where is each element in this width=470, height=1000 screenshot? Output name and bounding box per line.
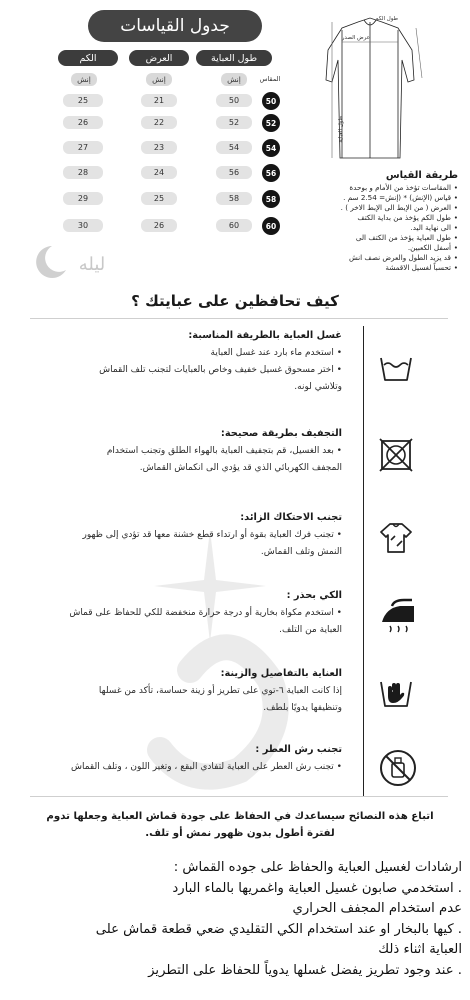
care-line: إذا كانت العباية ٦-توي على تطريز أو زينة حساسة، تأكد من غسلها	[98, 686, 342, 696]
cell-sleeve: 28	[63, 166, 103, 179]
cell-width: 21	[141, 94, 177, 107]
instruction-line: . كيها بالبخار او عند استخدام الكي التقليدي ضعي قطعة قماش على	[95, 921, 462, 937]
cell-sleeve: 29	[63, 192, 103, 205]
care-section-ironing	[42, 590, 342, 639]
measurement-line: • قياس (الإنش) * (إنش= 2.54 سم .	[294, 193, 458, 203]
care-line: • استخدم مكواة بخارية أو درجة حرارة منخفضة للكي للحفاظ على قماش	[69, 608, 342, 618]
care-line: • اختر مسحوق غسيل خفيف وخاص بالعبايات لتجنب تلف القماش	[99, 365, 342, 375]
column-header-sleeve: الكم	[58, 50, 118, 66]
cell-width: 24	[141, 166, 177, 179]
measurement-line: • طول الكم يؤخذ من بداية الكتف	[294, 213, 458, 223]
cell-length: 60	[216, 219, 252, 232]
care-line: وتلاشي لونه.	[294, 382, 342, 392]
cell-width: 26	[141, 219, 177, 232]
cell-length: 50	[216, 94, 252, 107]
care-instructions-text	[2, 858, 462, 981]
unit-label-sleeve: إنش	[71, 73, 97, 86]
care-heading: الكي بحذر :	[286, 590, 342, 601]
cell-width: 25	[141, 192, 177, 205]
care-heading: تجنب الاحتكاك الزائد:	[240, 512, 342, 523]
measurement-line: • المقاسات تؤخذ من الأمام و بوحدة	[294, 183, 458, 193]
care-section-drying	[42, 428, 342, 477]
brand-logo-icon	[30, 240, 110, 284]
care-line: • استخدم ماء بارد عند غسل العباية	[210, 348, 342, 358]
abaya-diagram	[312, 8, 432, 166]
hand-wash-icon	[378, 676, 414, 710]
unit-label-width: إنش	[146, 73, 172, 86]
diagram-label-width: عرض الصدر	[341, 35, 370, 41]
measurement-line: • تحسباً لغسيل الاقمشة	[294, 263, 458, 273]
brand-logo-text: ليله	[78, 254, 106, 275]
size-badge: 54	[262, 139, 280, 157]
size-badge: 60	[262, 217, 280, 235]
care-title: كيف تحافظين على عبايتك ؟	[131, 292, 339, 310]
diagram-label-sleeve: طول الكم	[375, 16, 398, 22]
instruction-line: . عند وجود تطريز يفضل غسلها يدوياً للحفاظ على التطريز	[148, 962, 462, 978]
care-section-washing	[42, 330, 342, 396]
cell-width: 23	[141, 141, 177, 154]
cell-width: 22	[141, 116, 177, 129]
unit-label-length: إنش	[221, 73, 247, 86]
cell-sleeve: 27	[63, 141, 103, 154]
cell-sleeve: 26	[63, 116, 103, 129]
cell-length: 56	[216, 166, 252, 179]
care-heading: غسل العباية بالطريقة المناسبة:	[188, 330, 342, 341]
instruction-line: عدم استخدام المجفف الحراري	[292, 901, 462, 916]
care-divider-top	[30, 318, 448, 319]
care-line: وتنظيفها يدويًا بلطف.	[263, 703, 342, 713]
measurement-title: طريقة القياس	[385, 170, 458, 181]
cell-length: 52	[216, 116, 252, 129]
care-closing-note	[20, 808, 460, 842]
measurement-line: • العرض ( من الإبط الى الإبط الاخر ) .	[294, 203, 458, 213]
measurement-line: • الى نهاية اليد.	[294, 223, 458, 233]
care-line: النمش وتلف القماش.	[260, 547, 342, 557]
cell-sleeve: 30	[63, 219, 103, 232]
friction-icon	[378, 520, 414, 556]
size-badge: 52	[262, 114, 280, 132]
measurement-line: • طول العباية يؤخذ من الكتف الى	[294, 233, 458, 243]
care-heading: التجفيف بطريقة صحيحة:	[220, 428, 342, 439]
care-line: العباية من التلف.	[279, 625, 342, 635]
iron-icon	[378, 596, 418, 634]
instruction-line: ارشادات لغسيل العباية والحفاظ على جوده القماش :	[173, 860, 462, 875]
column-header-length: طول العباية	[196, 50, 272, 66]
size-chart-title: جدول القياسات	[88, 10, 262, 42]
no-perfume-icon	[378, 748, 418, 788]
measurement-list	[294, 183, 458, 273]
cell-length: 58	[216, 192, 252, 205]
diagram-label-length: طول العباية	[338, 116, 344, 143]
instruction-line: العباية اثناء ذلك	[378, 942, 462, 957]
care-line: • تجنب رش العطر على العباية لتفادي البقع ، وتغير اللون ، وتلف القماش	[70, 762, 342, 772]
measurement-line: • أسفل الكعبين.	[294, 243, 458, 253]
size-badge: 58	[262, 190, 280, 208]
care-section-details	[42, 668, 342, 717]
care-heading: العناية بالتفاصيل والزينة:	[220, 668, 342, 679]
size-badge: 56	[262, 164, 280, 182]
column-header-width: العرض	[129, 50, 189, 66]
measurement-line: • قد يزيد الطول والعرض نصف انش	[294, 253, 458, 263]
care-divider-bottom	[30, 796, 448, 797]
care-line: المجفف الكهربائي الذي قد يؤدي الى انكماش القماش.	[139, 463, 342, 473]
closing-line: اتباع هذه النصائح سيساعدك في الحفاظ على جودة قماش العباية وجعلها تدوم	[46, 811, 434, 822]
size-column-header: المقاس	[259, 75, 281, 83]
care-section-friction	[42, 512, 342, 561]
care-heading: تجنب رش العطر :	[255, 744, 342, 755]
care-section-perfume	[42, 744, 342, 776]
size-badge: 50	[262, 92, 280, 110]
care-line: • تجنب فرك العباية بقوة أو ارتداء قطع خشنة معها قد تؤدي إلى ظهور	[82, 530, 342, 540]
cell-length: 54	[216, 141, 252, 154]
instruction-line: . استخدمي صابون غسيل العباية واغمريها بالماء البارد	[172, 880, 462, 896]
no-tumble-dry-icon	[378, 437, 414, 473]
care-line: • بعد الغسيل، قم بتجفيف العباية بالهواء الطلق وتجنب استخدام	[106, 446, 342, 456]
cell-sleeve: 25	[63, 94, 103, 107]
wash-icon	[378, 352, 414, 384]
closing-line: لفترة أطول بدون ظهور نمش أو تلف.	[145, 828, 335, 839]
